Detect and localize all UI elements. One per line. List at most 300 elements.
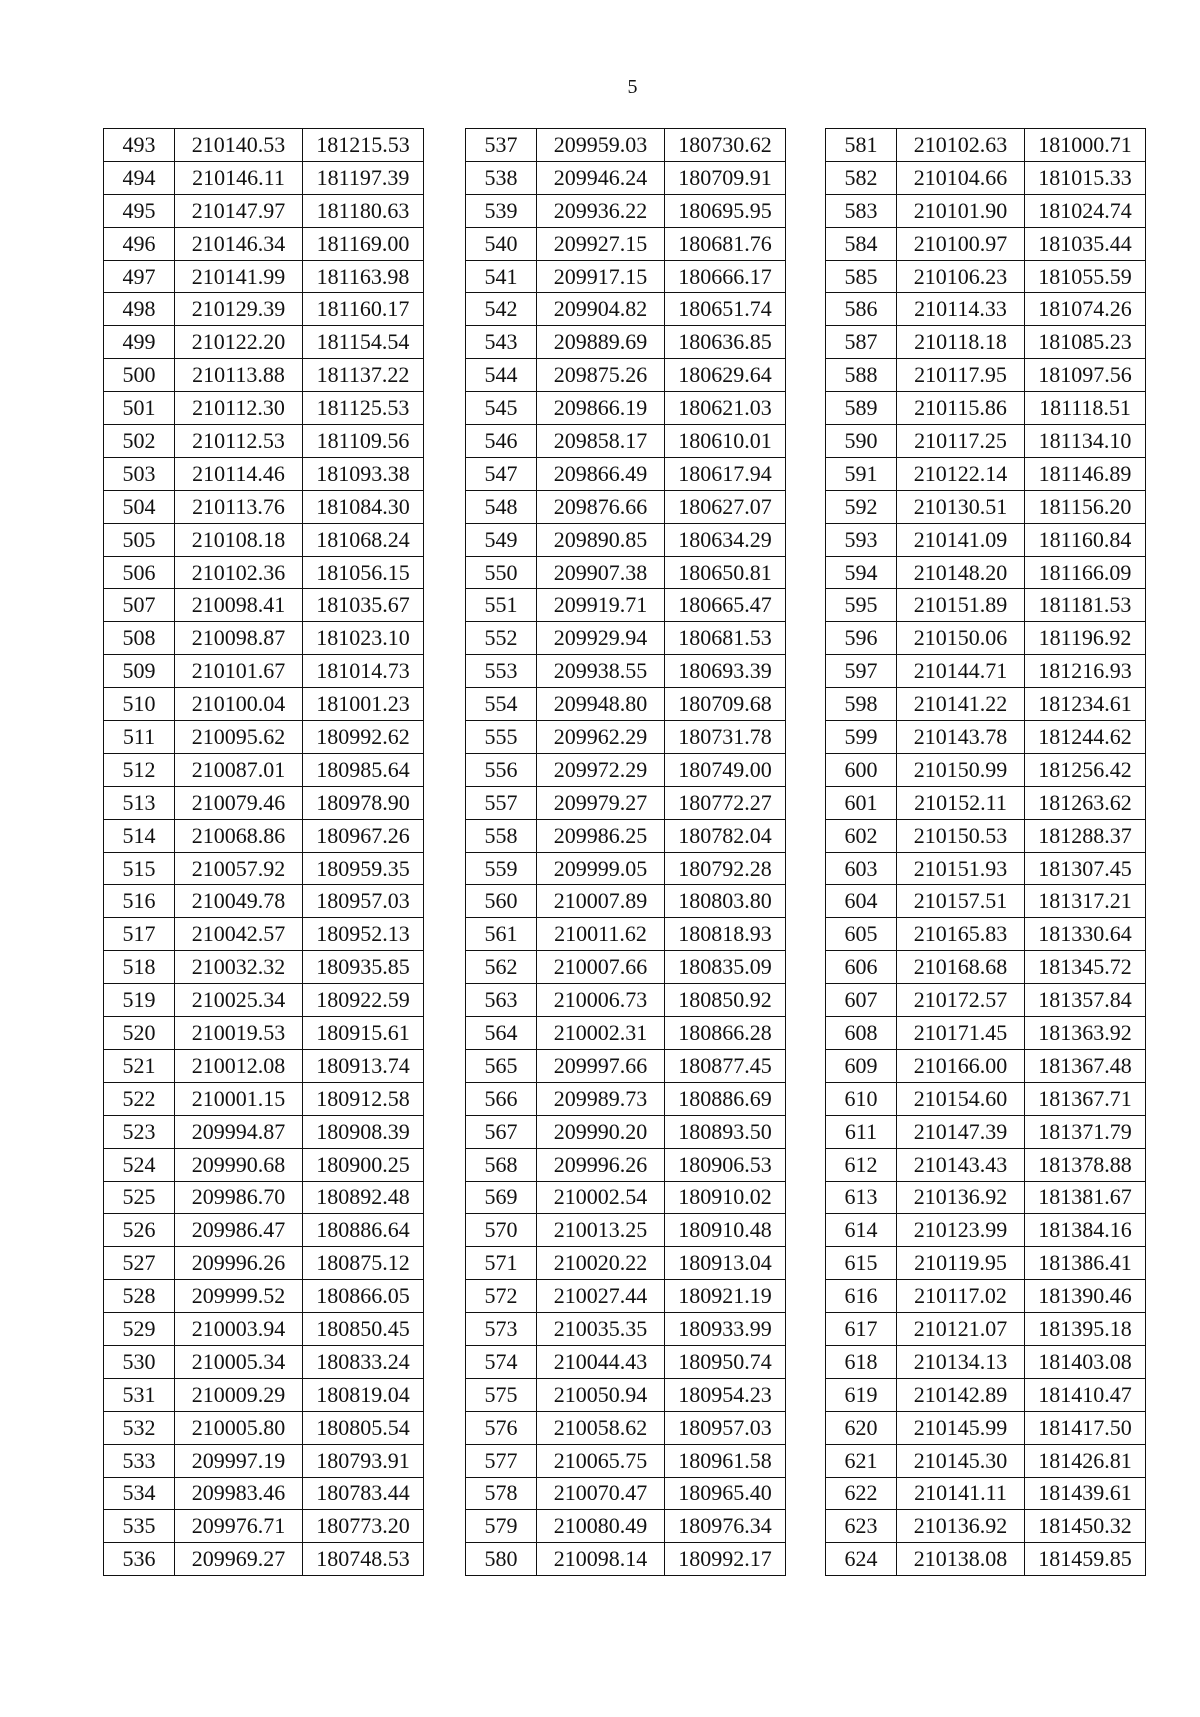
table-row (104, 622, 424, 655)
x-coordinate-cell: 210070.47 (537, 1477, 665, 1510)
point-number-cell: 523 (104, 1115, 175, 1148)
x-coordinate-cell: 210113.88 (175, 359, 303, 392)
point-number-cell: 624 (826, 1543, 897, 1576)
x-coordinate-cell: 210168.68 (897, 951, 1025, 984)
table-row (826, 688, 1146, 721)
table-row (466, 194, 786, 227)
point-number-cell: 556 (466, 753, 537, 786)
y-coordinate-cell: 180773.20 (303, 1510, 424, 1543)
point-number-cell: 497 (104, 260, 175, 293)
point-number-cell: 588 (826, 359, 897, 392)
x-coordinate-cell: 210002.31 (537, 1017, 665, 1050)
y-coordinate-cell: 181169.00 (303, 227, 424, 260)
y-coordinate-cell: 181097.56 (1025, 359, 1146, 392)
point-number-cell: 560 (466, 885, 537, 918)
table-row (104, 392, 424, 425)
table-row (826, 1345, 1146, 1378)
y-coordinate-cell: 181386.41 (1025, 1247, 1146, 1280)
table-row (104, 1477, 424, 1510)
point-number-cell: 557 (466, 786, 537, 819)
table-row (826, 655, 1146, 688)
table-row (826, 721, 1146, 754)
x-coordinate-cell: 210141.09 (897, 523, 1025, 556)
y-coordinate-cell: 181317.21 (1025, 885, 1146, 918)
point-number-cell: 591 (826, 457, 897, 490)
point-number-cell: 502 (104, 425, 175, 458)
y-coordinate-cell: 181134.10 (1025, 425, 1146, 458)
x-coordinate-cell: 210098.87 (175, 622, 303, 655)
point-number-cell: 597 (826, 655, 897, 688)
point-number-cell: 521 (104, 1049, 175, 1082)
point-number-cell: 542 (466, 293, 537, 326)
point-number-cell: 522 (104, 1082, 175, 1115)
point-number-cell: 562 (466, 951, 537, 984)
y-coordinate-cell: 180748.53 (303, 1543, 424, 1576)
point-number-cell: 620 (826, 1411, 897, 1444)
table-row (826, 918, 1146, 951)
x-coordinate-cell: 210141.11 (897, 1477, 1025, 1510)
x-coordinate-cell: 210002.54 (537, 1181, 665, 1214)
point-number-cell: 548 (466, 490, 537, 523)
table-row (104, 194, 424, 227)
table-row (466, 227, 786, 260)
y-coordinate-cell: 180913.04 (665, 1247, 786, 1280)
point-number-cell: 511 (104, 721, 175, 754)
x-coordinate-cell: 209919.71 (537, 589, 665, 622)
point-number-cell: 495 (104, 194, 175, 227)
table-row (104, 1214, 424, 1247)
point-number-cell: 494 (104, 161, 175, 194)
x-coordinate-cell: 210117.95 (897, 359, 1025, 392)
coordinate-table-3 (825, 128, 1146, 1576)
x-coordinate-cell: 210013.25 (537, 1214, 665, 1247)
point-number-cell: 612 (826, 1148, 897, 1181)
table-row (826, 490, 1146, 523)
point-number-cell: 561 (466, 918, 537, 951)
point-number-cell: 596 (826, 622, 897, 655)
x-coordinate-cell: 210150.53 (897, 819, 1025, 852)
x-coordinate-cell: 210152.11 (897, 786, 1025, 819)
x-coordinate-cell: 209997.66 (537, 1049, 665, 1082)
table-row (466, 326, 786, 359)
y-coordinate-cell: 181014.73 (303, 655, 424, 688)
y-coordinate-cell: 180681.76 (665, 227, 786, 260)
y-coordinate-cell: 181426.81 (1025, 1444, 1146, 1477)
y-coordinate-cell: 181450.32 (1025, 1510, 1146, 1543)
x-coordinate-cell: 210172.57 (897, 984, 1025, 1017)
x-coordinate-cell: 210143.43 (897, 1148, 1025, 1181)
point-number-cell: 609 (826, 1049, 897, 1082)
x-coordinate-cell: 210005.34 (175, 1345, 303, 1378)
table-row (826, 293, 1146, 326)
point-number-cell: 572 (466, 1280, 537, 1313)
point-number-cell: 608 (826, 1017, 897, 1050)
table-row (466, 655, 786, 688)
point-number-cell: 539 (466, 194, 537, 227)
table-row (104, 721, 424, 754)
x-coordinate-cell: 210102.63 (897, 129, 1025, 162)
x-coordinate-cell: 210150.99 (897, 753, 1025, 786)
point-number-cell: 568 (466, 1148, 537, 1181)
table-row (466, 1049, 786, 1082)
point-number-cell: 614 (826, 1214, 897, 1247)
point-number-cell: 527 (104, 1247, 175, 1280)
table-row (826, 1148, 1146, 1181)
point-number-cell: 603 (826, 852, 897, 885)
x-coordinate-cell: 210129.39 (175, 293, 303, 326)
point-number-cell: 623 (826, 1510, 897, 1543)
point-number-cell: 570 (466, 1214, 537, 1247)
point-number-cell: 584 (826, 227, 897, 260)
x-coordinate-cell: 210142.89 (897, 1378, 1025, 1411)
x-coordinate-cell: 209999.52 (175, 1280, 303, 1313)
table-row (826, 260, 1146, 293)
y-coordinate-cell: 180965.40 (665, 1477, 786, 1510)
y-coordinate-cell: 180915.61 (303, 1017, 424, 1050)
y-coordinate-cell: 181390.46 (1025, 1280, 1146, 1313)
y-coordinate-cell: 181357.84 (1025, 984, 1146, 1017)
y-coordinate-cell: 180783.44 (303, 1477, 424, 1510)
y-coordinate-cell: 181001.23 (303, 688, 424, 721)
table-row (826, 359, 1146, 392)
y-coordinate-cell: 181307.45 (1025, 852, 1146, 885)
point-number-cell: 574 (466, 1345, 537, 1378)
point-number-cell: 582 (826, 161, 897, 194)
y-coordinate-cell: 181035.44 (1025, 227, 1146, 260)
table-row (826, 1313, 1146, 1346)
x-coordinate-cell: 209969.27 (175, 1543, 303, 1576)
table-row (826, 161, 1146, 194)
point-number-cell: 587 (826, 326, 897, 359)
table-row (104, 326, 424, 359)
table-row (466, 819, 786, 852)
x-coordinate-cell: 210165.83 (897, 918, 1025, 951)
y-coordinate-cell: 180665.47 (665, 589, 786, 622)
y-coordinate-cell: 181459.85 (1025, 1543, 1146, 1576)
point-number-cell: 563 (466, 984, 537, 1017)
x-coordinate-cell: 210098.14 (537, 1543, 665, 1576)
x-coordinate-cell: 209866.19 (537, 392, 665, 425)
y-coordinate-cell: 180933.99 (665, 1313, 786, 1346)
x-coordinate-cell: 210171.45 (897, 1017, 1025, 1050)
point-number-cell: 551 (466, 589, 537, 622)
table-row (104, 490, 424, 523)
y-coordinate-cell: 180961.58 (665, 1444, 786, 1477)
x-coordinate-cell: 210140.53 (175, 129, 303, 162)
y-coordinate-cell: 180627.07 (665, 490, 786, 523)
y-coordinate-cell: 181288.37 (1025, 819, 1146, 852)
point-number-cell: 507 (104, 589, 175, 622)
x-coordinate-cell: 210157.51 (897, 885, 1025, 918)
table-row (466, 1082, 786, 1115)
x-coordinate-cell: 210115.86 (897, 392, 1025, 425)
x-coordinate-cell: 210065.75 (537, 1444, 665, 1477)
table-row (466, 1280, 786, 1313)
x-coordinate-cell: 210151.93 (897, 852, 1025, 885)
table-row (826, 1444, 1146, 1477)
y-coordinate-cell: 181125.53 (303, 392, 424, 425)
y-coordinate-cell: 181163.98 (303, 260, 424, 293)
y-coordinate-cell: 180634.29 (665, 523, 786, 556)
point-number-cell: 617 (826, 1313, 897, 1346)
x-coordinate-cell: 209907.38 (537, 556, 665, 589)
point-number-cell: 549 (466, 523, 537, 556)
y-coordinate-cell: 181035.67 (303, 589, 424, 622)
y-coordinate-cell: 180850.45 (303, 1313, 424, 1346)
point-number-cell: 598 (826, 688, 897, 721)
table-row (104, 161, 424, 194)
table-row (104, 556, 424, 589)
point-number-cell: 599 (826, 721, 897, 754)
table-row (826, 1510, 1146, 1543)
point-number-cell: 616 (826, 1280, 897, 1313)
x-coordinate-cell: 210020.22 (537, 1247, 665, 1280)
x-coordinate-cell: 209917.15 (537, 260, 665, 293)
y-coordinate-cell: 181378.88 (1025, 1148, 1146, 1181)
y-coordinate-cell: 181345.72 (1025, 951, 1146, 984)
table-row (826, 852, 1146, 885)
x-coordinate-cell: 210150.06 (897, 622, 1025, 655)
y-coordinate-cell: 180954.23 (665, 1378, 786, 1411)
point-number-cell: 592 (826, 490, 897, 523)
table-row (104, 589, 424, 622)
point-number-cell: 536 (104, 1543, 175, 1576)
y-coordinate-cell: 181196.92 (1025, 622, 1146, 655)
y-coordinate-cell: 181109.56 (303, 425, 424, 458)
y-coordinate-cell: 180695.95 (665, 194, 786, 227)
point-number-cell: 531 (104, 1378, 175, 1411)
y-coordinate-cell: 180650.81 (665, 556, 786, 589)
x-coordinate-cell: 209936.22 (537, 194, 665, 227)
x-coordinate-cell: 210019.53 (175, 1017, 303, 1050)
y-coordinate-cell: 180910.48 (665, 1214, 786, 1247)
point-number-cell: 611 (826, 1115, 897, 1148)
y-coordinate-cell: 181024.74 (1025, 194, 1146, 227)
table-row (104, 359, 424, 392)
y-coordinate-cell: 180992.17 (665, 1543, 786, 1576)
y-coordinate-cell: 180709.68 (665, 688, 786, 721)
x-coordinate-cell: 210035.35 (537, 1313, 665, 1346)
point-number-cell: 619 (826, 1378, 897, 1411)
x-coordinate-cell: 210087.01 (175, 753, 303, 786)
y-coordinate-cell: 180866.28 (665, 1017, 786, 1050)
y-coordinate-cell: 181015.33 (1025, 161, 1146, 194)
y-coordinate-cell: 181084.30 (303, 490, 424, 523)
x-coordinate-cell: 210049.78 (175, 885, 303, 918)
y-coordinate-cell: 181137.22 (303, 359, 424, 392)
y-coordinate-cell: 180976.34 (665, 1510, 786, 1543)
y-coordinate-cell: 181330.64 (1025, 918, 1146, 951)
table-row (466, 622, 786, 655)
x-coordinate-cell: 210101.90 (897, 194, 1025, 227)
point-number-cell: 538 (466, 161, 537, 194)
point-number-cell: 559 (466, 852, 537, 885)
y-coordinate-cell: 181180.63 (303, 194, 424, 227)
table-row (104, 1181, 424, 1214)
x-coordinate-cell: 209976.71 (175, 1510, 303, 1543)
table-row (104, 1049, 424, 1082)
x-coordinate-cell: 210154.60 (897, 1082, 1025, 1115)
table-row (466, 1477, 786, 1510)
table-row (826, 392, 1146, 425)
y-coordinate-cell: 180681.53 (665, 622, 786, 655)
point-number-cell: 618 (826, 1345, 897, 1378)
point-number-cell: 600 (826, 753, 897, 786)
x-coordinate-cell: 210042.57 (175, 918, 303, 951)
point-number-cell: 534 (104, 1477, 175, 1510)
x-coordinate-cell: 210148.20 (897, 556, 1025, 589)
point-number-cell: 530 (104, 1345, 175, 1378)
table-row (466, 918, 786, 951)
y-coordinate-cell: 181093.38 (303, 457, 424, 490)
table-row (466, 721, 786, 754)
table-row (466, 852, 786, 885)
point-number-cell: 621 (826, 1444, 897, 1477)
x-coordinate-cell: 210141.22 (897, 688, 1025, 721)
x-coordinate-cell: 210130.51 (897, 490, 1025, 523)
table-row (104, 753, 424, 786)
table-row (826, 984, 1146, 1017)
y-coordinate-cell: 181367.48 (1025, 1049, 1146, 1082)
x-coordinate-cell: 210108.18 (175, 523, 303, 556)
table-row (826, 194, 1146, 227)
x-coordinate-cell: 210001.15 (175, 1082, 303, 1115)
table-row (826, 457, 1146, 490)
table-row (466, 1444, 786, 1477)
x-coordinate-cell: 209989.73 (537, 1082, 665, 1115)
y-coordinate-cell: 181384.16 (1025, 1214, 1146, 1247)
x-coordinate-cell: 210117.25 (897, 425, 1025, 458)
point-number-cell: 589 (826, 392, 897, 425)
y-coordinate-cell: 180749.00 (665, 753, 786, 786)
point-number-cell: 512 (104, 753, 175, 786)
x-coordinate-cell: 210138.08 (897, 1543, 1025, 1576)
x-coordinate-cell: 210134.13 (897, 1345, 1025, 1378)
point-number-cell: 581 (826, 129, 897, 162)
table-row (826, 786, 1146, 819)
point-number-cell: 569 (466, 1181, 537, 1214)
point-number-cell: 622 (826, 1477, 897, 1510)
y-coordinate-cell: 180636.85 (665, 326, 786, 359)
y-coordinate-cell: 181085.23 (1025, 326, 1146, 359)
y-coordinate-cell: 180957.03 (665, 1411, 786, 1444)
x-coordinate-cell: 209990.20 (537, 1115, 665, 1148)
point-number-cell: 524 (104, 1148, 175, 1181)
point-number-cell: 558 (466, 819, 537, 852)
x-coordinate-cell: 209927.15 (537, 227, 665, 260)
point-number-cell: 526 (104, 1214, 175, 1247)
y-coordinate-cell: 180906.53 (665, 1148, 786, 1181)
point-number-cell: 552 (466, 622, 537, 655)
point-number-cell: 607 (826, 984, 897, 1017)
x-coordinate-cell: 209875.26 (537, 359, 665, 392)
y-coordinate-cell: 180610.01 (665, 425, 786, 458)
x-coordinate-cell: 210068.86 (175, 819, 303, 852)
point-number-cell: 545 (466, 392, 537, 425)
table-row (466, 688, 786, 721)
point-number-cell: 615 (826, 1247, 897, 1280)
point-number-cell: 590 (826, 425, 897, 458)
table-row (826, 523, 1146, 556)
y-coordinate-cell: 180793.91 (303, 1444, 424, 1477)
table-row (466, 457, 786, 490)
y-coordinate-cell: 180792.28 (665, 852, 786, 885)
x-coordinate-cell: 210151.89 (897, 589, 1025, 622)
y-coordinate-cell: 181244.62 (1025, 721, 1146, 754)
x-coordinate-cell: 210098.41 (175, 589, 303, 622)
table-row (104, 1313, 424, 1346)
table-row (466, 1115, 786, 1148)
table-row (826, 951, 1146, 984)
point-number-cell: 553 (466, 655, 537, 688)
table-row (104, 1082, 424, 1115)
x-coordinate-cell: 210095.62 (175, 721, 303, 754)
x-coordinate-cell: 209986.47 (175, 1214, 303, 1247)
point-number-cell: 498 (104, 293, 175, 326)
table-row (104, 688, 424, 721)
table-row (826, 227, 1146, 260)
y-coordinate-cell: 181023.10 (303, 622, 424, 655)
point-number-cell: 604 (826, 885, 897, 918)
point-number-cell: 555 (466, 721, 537, 754)
x-coordinate-cell: 209959.03 (537, 129, 665, 162)
x-coordinate-cell: 209858.17 (537, 425, 665, 458)
point-number-cell: 550 (466, 556, 537, 589)
table-row (826, 1378, 1146, 1411)
x-coordinate-cell: 209972.29 (537, 753, 665, 786)
x-coordinate-cell: 209948.80 (537, 688, 665, 721)
point-number-cell: 573 (466, 1313, 537, 1346)
x-coordinate-cell: 209876.66 (537, 490, 665, 523)
table-row (466, 556, 786, 589)
table-row (466, 260, 786, 293)
y-coordinate-cell: 181410.47 (1025, 1378, 1146, 1411)
x-coordinate-cell: 210122.14 (897, 457, 1025, 490)
table-row (104, 425, 424, 458)
table-row (826, 622, 1146, 655)
y-coordinate-cell: 181160.17 (303, 293, 424, 326)
point-number-cell: 578 (466, 1477, 537, 1510)
x-coordinate-cell: 210006.73 (537, 984, 665, 1017)
point-number-cell: 605 (826, 918, 897, 951)
table-row (466, 786, 786, 819)
x-coordinate-cell: 209866.49 (537, 457, 665, 490)
x-coordinate-cell: 210102.36 (175, 556, 303, 589)
coordinate-table-2 (465, 128, 786, 1576)
table-row (826, 1017, 1146, 1050)
x-coordinate-cell: 210147.39 (897, 1115, 1025, 1148)
table-row (466, 951, 786, 984)
table-row (826, 1543, 1146, 1576)
point-number-cell: 546 (466, 425, 537, 458)
table-row (466, 1345, 786, 1378)
y-coordinate-cell: 180629.64 (665, 359, 786, 392)
y-coordinate-cell: 181439.61 (1025, 1477, 1146, 1510)
table-row (466, 1411, 786, 1444)
point-number-cell: 593 (826, 523, 897, 556)
x-coordinate-cell: 210007.66 (537, 951, 665, 984)
y-coordinate-cell: 180912.58 (303, 1082, 424, 1115)
table-row (826, 1247, 1146, 1280)
y-coordinate-cell: 181154.54 (303, 326, 424, 359)
point-number-cell: 567 (466, 1115, 537, 1148)
point-number-cell: 610 (826, 1082, 897, 1115)
point-number-cell: 565 (466, 1049, 537, 1082)
y-coordinate-cell: 180959.35 (303, 852, 424, 885)
y-coordinate-cell: 181160.84 (1025, 523, 1146, 556)
point-number-cell: 509 (104, 655, 175, 688)
x-coordinate-cell: 210012.08 (175, 1049, 303, 1082)
